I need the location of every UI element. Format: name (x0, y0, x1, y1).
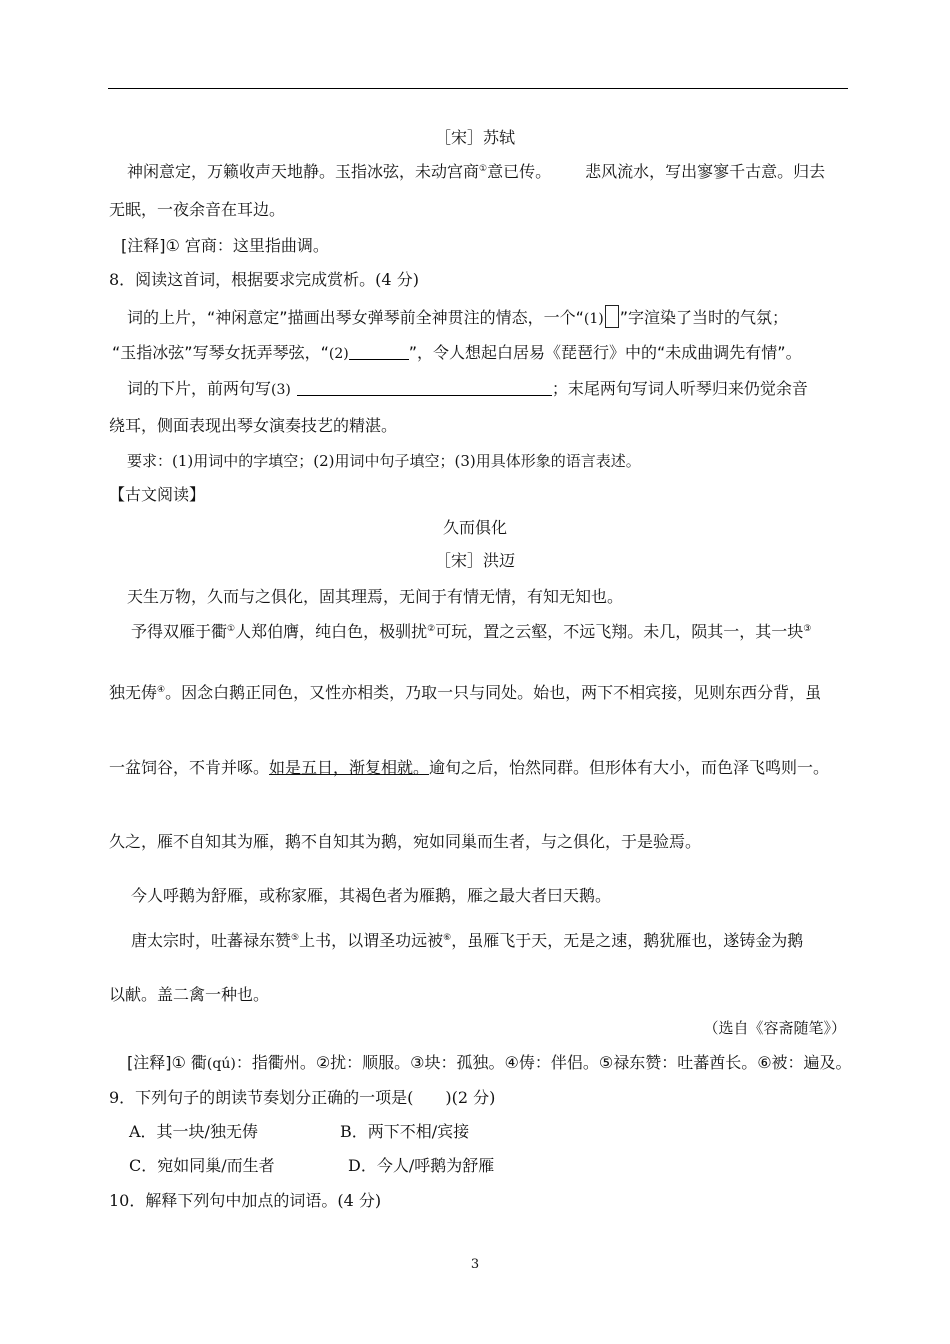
page-number: 3 (470, 1257, 480, 1272)
passage-line-5: 久之，雁不自知其为雁，鹅不自知其为鹅，宛如同巢而生者，与之俱化，于是验焉。 (109, 832, 702, 851)
poem-note: [注释]① 宫商：这里指曲调。 (121, 236, 329, 255)
poem-line-1: 神闲意定，万籁收声天地静。玉指冰弦，未动宫商①意已传。 悲风流水，写出寥寥千古意。归去 (127, 162, 826, 181)
passage-source: （选自《容斋随笔》） (703, 1019, 846, 1037)
answer-blank-2[interactable] (349, 345, 409, 360)
poem-author: ［宋］苏轼 (434, 128, 515, 147)
answer-blank-3[interactable] (297, 381, 552, 396)
question-9-option-a[interactable]: A．其一块/独无俦 (129, 1122, 258, 1141)
passage-line-4: 一盆饲谷，不肯并啄。如是五日，渐复相就。逾旬之后，怡然同群。但形体有大小，而色泽飞鸣则一。 (109, 758, 830, 777)
section-heading: 【古文阅读】 (109, 485, 206, 504)
passage-notes: [注释]① 衢(qú)：指衢州。②扰：顺服。③块：孤独。④俦：伴侣。⑤禄东赞：吐蕃酋长。⑥被：遍及。 (127, 1053, 852, 1072)
passage-title: 久而俱化 (442, 518, 507, 537)
passage-line-8: 以献。盖二禽一种也。 (109, 985, 270, 1004)
question-10-title: 10．解释下列句中加点的词语。(4 分) (109, 1191, 382, 1210)
passage-author: ［宋］洪迈 (434, 551, 515, 570)
poem-line-2: 无眠，一夜余音在耳边。 (109, 200, 286, 219)
passage-paragraph-1: 天生万物，久而与之俱化，固其理焉，无间于有情无情，有知无知也。 (127, 587, 624, 606)
question-8-requirement: 要求：(1)用词中的字填空；(2)用词中句子填空；(3)用具体形象的语言表述。 (127, 452, 641, 470)
question-9-option-d[interactable]: D．今人/呼鹅为舒雁 (348, 1156, 495, 1175)
header-rule (108, 88, 848, 89)
passage-line-3: 独无俦④。因念白鹅正同色，又性亦相类，乃取一只与同处。始也，两下不相宾接，见则东西分背，虽 (109, 683, 822, 702)
answer-box-1[interactable] (605, 305, 619, 328)
question-9-title: 9．下列句子的朗读节奏划分正确的一项是( )(2 分) (109, 1088, 496, 1107)
question-9-option-c[interactable]: C．宛如同巢/而生者 (129, 1156, 275, 1175)
question-8-paragraph-4: 绕耳，侧面表现出琴女演奏技艺的精湛。 (109, 416, 398, 435)
question-8-paragraph-1: 词的上片，“神闲意定”描画出琴女弹琴前全神贯注的情态，一个“(1) ”字渲染了当时的气氛； (127, 305, 788, 329)
passage-line-2: 予得双雁于衢①人郑伯膺，纯白色，极驯扰②可玩，置之云壑，不远飞翔。未几，陨其一，其一块③ (131, 622, 812, 641)
question-8-paragraph-2: “玉指冰弦”写琴女抚弄琴弦，“(2) ”，令人想起白居易《琵琶行》中的“未成曲调先有情”。 (112, 343, 802, 362)
passage-paragraph-3: 今人呼鹅为舒雁，或称家雁，其褐色者为雁鹅，雁之最大者曰天鹅。 (131, 886, 612, 905)
passage-line-7: 唐太宗时，吐蕃禄东赞⑤上书，以谓圣功远被⑥，虽雁飞于天，无是之速，鹅犹雁也，遂铸金为鹅 (131, 931, 804, 950)
underlined-sentence: 如是五日，渐复相就。 (269, 758, 430, 777)
question-8-paragraph-3: 词的下片，前两句写(3) ；末尾两句写词人听琴归来仍觉余音 (127, 379, 808, 398)
question-9-option-b[interactable]: B．两下不相/宾接 (340, 1122, 470, 1141)
question-8-title: 8．阅读这首词，根据要求完成赏析。(4 分) (109, 270, 419, 289)
